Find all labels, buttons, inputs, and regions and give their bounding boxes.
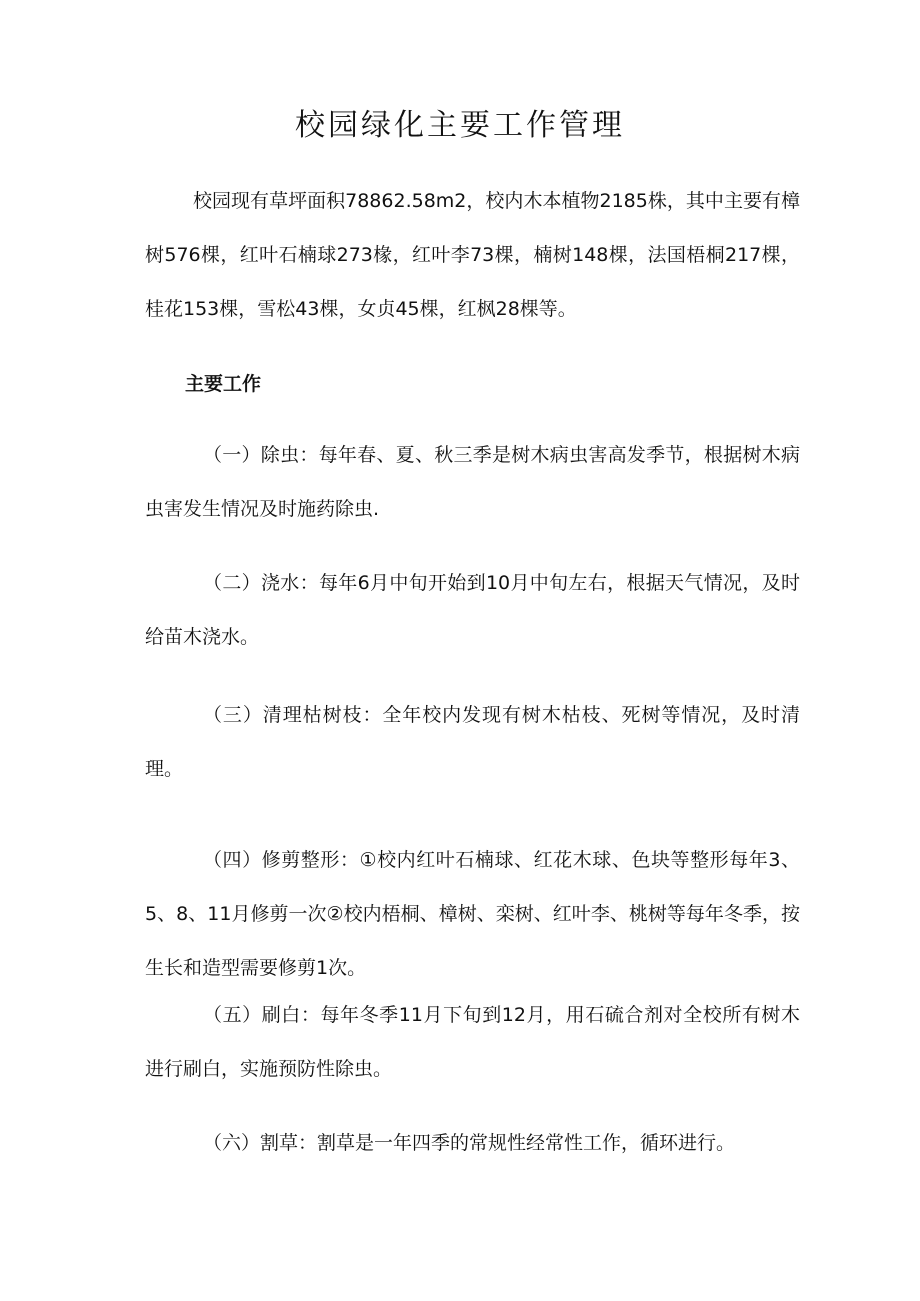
work-item-text: 每年春、夏、秋三季是树木病虫害高发季节，根据树木病虫害发生情况及时施药除虫. bbox=[145, 444, 800, 520]
work-item-text: ①校内红叶石楠球、红花木球、色块等整形每年3、5、8、11月修剪一次②校内梧桐、樟树、栾树、红叶李、桃树等每年冬季，按生长和造型需要修剪1次。 bbox=[145, 849, 800, 979]
work-item-dead-branch-cleanup bbox=[145, 688, 800, 796]
work-item-text: 割草是一年四季的常规性经常性工作，循环进行。 bbox=[317, 1132, 736, 1154]
work-item-watering bbox=[145, 556, 800, 664]
work-item-pest-control bbox=[145, 428, 800, 536]
work-item-text: 全年校内发现有树木枯枝、死树等情况，及时清理。 bbox=[145, 704, 800, 780]
section-heading: 主要工作 bbox=[185, 373, 262, 395]
work-item-label: （一）除虫： bbox=[203, 444, 319, 466]
work-item-label: （四）修剪整形： bbox=[203, 849, 360, 871]
work-item-mowing bbox=[145, 1116, 800, 1170]
work-item-label: （五）刷白： bbox=[203, 1004, 321, 1026]
work-item-label: （三）清理枯树枝： bbox=[203, 704, 383, 726]
work-item-text: 每年冬季11月下旬到12月，用石硫合剂对全校所有树木进行刷白，实施预防性除虫。 bbox=[145, 1004, 800, 1080]
intro-paragraph: 校园现有草坪面积78862.58m2，校内木本植物2185株，其中主要有樟树576棵，红叶石楠球273椽，红叶李73棵，楠树148棵，法国梧桐217棵，桂花153棵，雪松43棵，女贞45棵，红枫28棵等。 bbox=[145, 190, 800, 320]
document-title: 校园绿化主要工作管理 bbox=[295, 108, 625, 143]
work-item-text: 每年6月中旬开始到10月中旬左右，根据天气情况，及时给苗木浇水。 bbox=[145, 572, 800, 648]
work-item-label: （六）割草： bbox=[203, 1132, 318, 1154]
work-item-pruning bbox=[145, 833, 800, 995]
work-item-whitewashing bbox=[145, 988, 800, 1096]
work-item-label: （二）浇水： bbox=[203, 572, 319, 594]
